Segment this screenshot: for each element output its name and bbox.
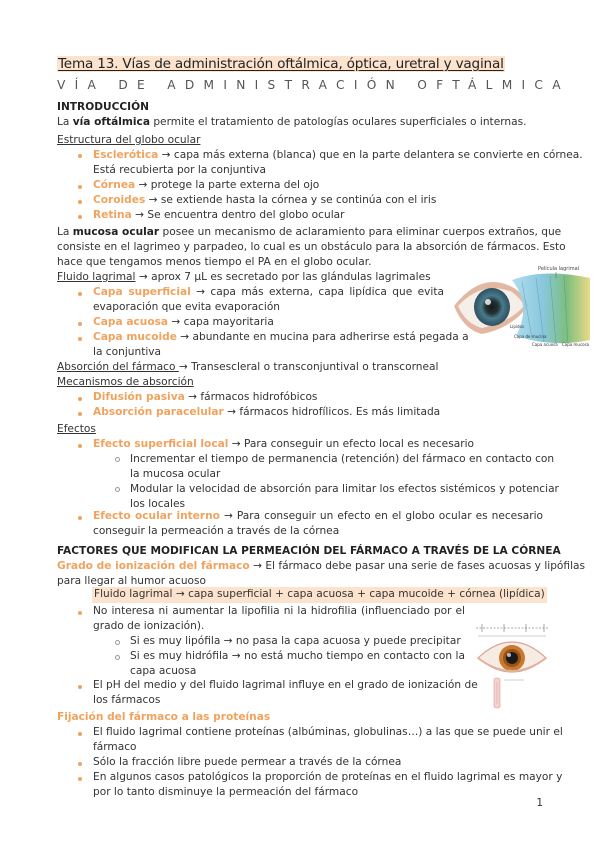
fluid-item-superficial-cont: evaporación que evita evaporación: [93, 301, 281, 313]
bullet-icon: [78, 397, 82, 401]
bullet-icon: [78, 215, 82, 219]
figure-label-mucous: Capa mucosa: [562, 342, 590, 347]
structure-item-sclera: Esclerótica → capa más externa (blanca) que en la parte delantera se convierte en córnea.: [93, 149, 583, 161]
binding-item-1: El fluido lagrimal contiene proteínas (albúminas, globulinas…) a las que se puede unir el: [93, 726, 563, 738]
mucosa-line-1: La mucosa ocular posee un mecanismo de aclaramiento para eliminar cuerpos extraños, que: [57, 226, 562, 238]
binding-item-3: En algunos casos patológicos la proporción de proteínas en el fluido lagrimal es mayor y: [93, 771, 563, 783]
bullet-icon: [78, 685, 82, 689]
mechanism-passive: Difusión pasiva → fármacos hidrofóbicos: [93, 391, 318, 403]
mechanism-paracellular: Absorción paracelular → fármacos hidrofílicos. Es más limitada: [93, 406, 441, 418]
effect-local-sub2-cont: los locales: [130, 498, 186, 510]
bullet-icon: [78, 732, 82, 736]
fluid-item-aqueous: Capa acuosa → capa mayoritaria: [93, 316, 274, 328]
effect-local-sub1: Incrementar el tiempo de permanencia (retención) del fármaco en contacto con: [130, 453, 555, 465]
factor-bullet-2-cont: los fármacos: [93, 694, 161, 706]
mechanisms-heading: Mecanismos de absorción: [57, 376, 194, 388]
bullet-icon: [78, 762, 82, 766]
mucosa-line-3: hace que tengamos menos tiempo el PA en el globo ocular.: [57, 256, 372, 268]
effect-local-sub1-cont: la mucosa ocular: [130, 468, 221, 480]
factor-sub-2: Si es muy hidrófila → no está mucho tiempo en contacto con la: [130, 650, 465, 662]
eye-figure: [474, 622, 550, 720]
bullet-icon: [78, 611, 82, 615]
sub-bullet-icon: [115, 457, 120, 462]
sub-bullet-icon: [115, 655, 120, 660]
page-number: 1: [536, 797, 543, 809]
permeation-path: Fluido lagrimal → capa superficial + capa acuosa + capa mucoide + córnea (lipídica): [92, 587, 547, 603]
fluid-item-mucoid: Capa mucoide → abundante en mucina para adherirse está pegada a: [93, 331, 469, 343]
mucosa-line-2: consiste en el lagrimeo y parpadeo, lo cual es un obstáculo para la absorción de fármacos. Esto: [57, 241, 566, 253]
intro-heading: INTRODUCCIÓN: [57, 101, 149, 113]
figure-label-mucin: Capa de mucina: [514, 334, 547, 339]
factor-bullet-1-cont: grado de ionización).: [93, 620, 205, 632]
factor-sub-2-cont: capa acuosa: [130, 665, 197, 677]
bullet-icon: [78, 154, 82, 158]
bullet-icon: [78, 516, 82, 520]
absorption-heading: Absorción del fármaco → Transescleral o transconjuntival o transcorneal: [57, 361, 439, 373]
bullet-icon: [78, 292, 82, 296]
bullet-icon: [78, 444, 82, 448]
sub-bullet-icon: [115, 487, 120, 492]
bullet-icon: [78, 322, 82, 326]
binding-item-3-cont: por lo tanto disminuye la permeación del fármaco: [93, 786, 359, 798]
effect-internal-cont: conseguir la permeación a través de la córnea: [93, 525, 340, 537]
tear-film-figure: [452, 258, 598, 356]
structure-item-retina: Retina → Se encuentra dentro del globo ocular: [93, 209, 345, 221]
fluid-item-mucoid-cont: la conjuntiva: [93, 346, 162, 358]
binding-item-1-cont: fármaco: [93, 741, 137, 753]
sub-bullet-icon: [115, 640, 120, 645]
factors-heading: FACTORES QUE MODIFICAN LA PERMEACIÓN DEL FÁRMACO A TRAVÉS DE LA CÓRNEA: [57, 545, 561, 557]
effect-local-sub2: Modular la velocidad de absorción para limitar los efectos sistémicos y potenciar: [130, 483, 559, 495]
binding-item-2: Sólo la fracción libre puede permear a través de la córnea: [93, 756, 402, 768]
factor-sub-1: Si es muy lipófila → no pasa la capa acuosa y puede precipitar: [130, 635, 461, 647]
structure-item-choroid: Coroides → se extiende hasta la córnea y se continúa con el iris: [93, 194, 437, 206]
effects-heading: Efectos: [57, 423, 96, 435]
binding-heading: Fijación del fármaco a las proteínas: [57, 711, 271, 723]
fluid-item-superficial: Capa superficial → capa más externa, capa lipídica que evita: [93, 286, 444, 298]
structure-item-sclera-cont: Está recubierta por la conjuntiva: [93, 164, 266, 176]
figure-label-aqueous: Capa acuosa: [532, 342, 558, 347]
bullet-icon: [78, 412, 82, 416]
bullet-icon: [78, 200, 82, 204]
effect-local: Efecto superficial local → Para conseguir un efecto local es necesario: [93, 438, 474, 450]
page-title: Tema 13. Vías de administración oftálmica, óptica, uretral y vaginal: [58, 56, 504, 72]
intro-text: La vía oftálmica permite el tratamiento de patologías oculares superficiales o internas.: [57, 116, 527, 128]
figure-label-lipids: Lípidos: [510, 324, 525, 329]
bullet-icon: [78, 337, 82, 341]
factor-bullet-1: No interesa ni aumentar la lipofilia ni la hidrofilia (influenciado por el: [93, 605, 465, 617]
structure-item-cornea: Córnea → protege la parte externa del ojo: [93, 179, 320, 191]
ionization-line: Grado de ionización del fármaco → El fármaco debe pasar una serie de fases acuosas y lipófilas: [57, 560, 586, 572]
bullet-icon: [78, 777, 82, 781]
structure-heading: Estructura del globo ocular: [57, 134, 201, 146]
figure-label-top: Película lagrimal: [538, 266, 580, 272]
section-subtitle: VÍA DE ADMINISTRACIÓN OFTÁLMICA: [57, 78, 570, 92]
ionization-cont: para llegar al humor acuoso: [57, 575, 207, 587]
bullet-icon: [78, 185, 82, 189]
fluid-heading: Fluido lagrimal → aprox 7 µL es secretado por las glándulas lagrimales: [57, 271, 431, 283]
factor-bullet-2: El pH del medio y del fluido lagrimal influye en el grado de ionización de: [93, 679, 478, 691]
effect-internal: Efecto ocular interno → Para conseguir un efecto en el globo ocular es necesario: [93, 510, 543, 522]
